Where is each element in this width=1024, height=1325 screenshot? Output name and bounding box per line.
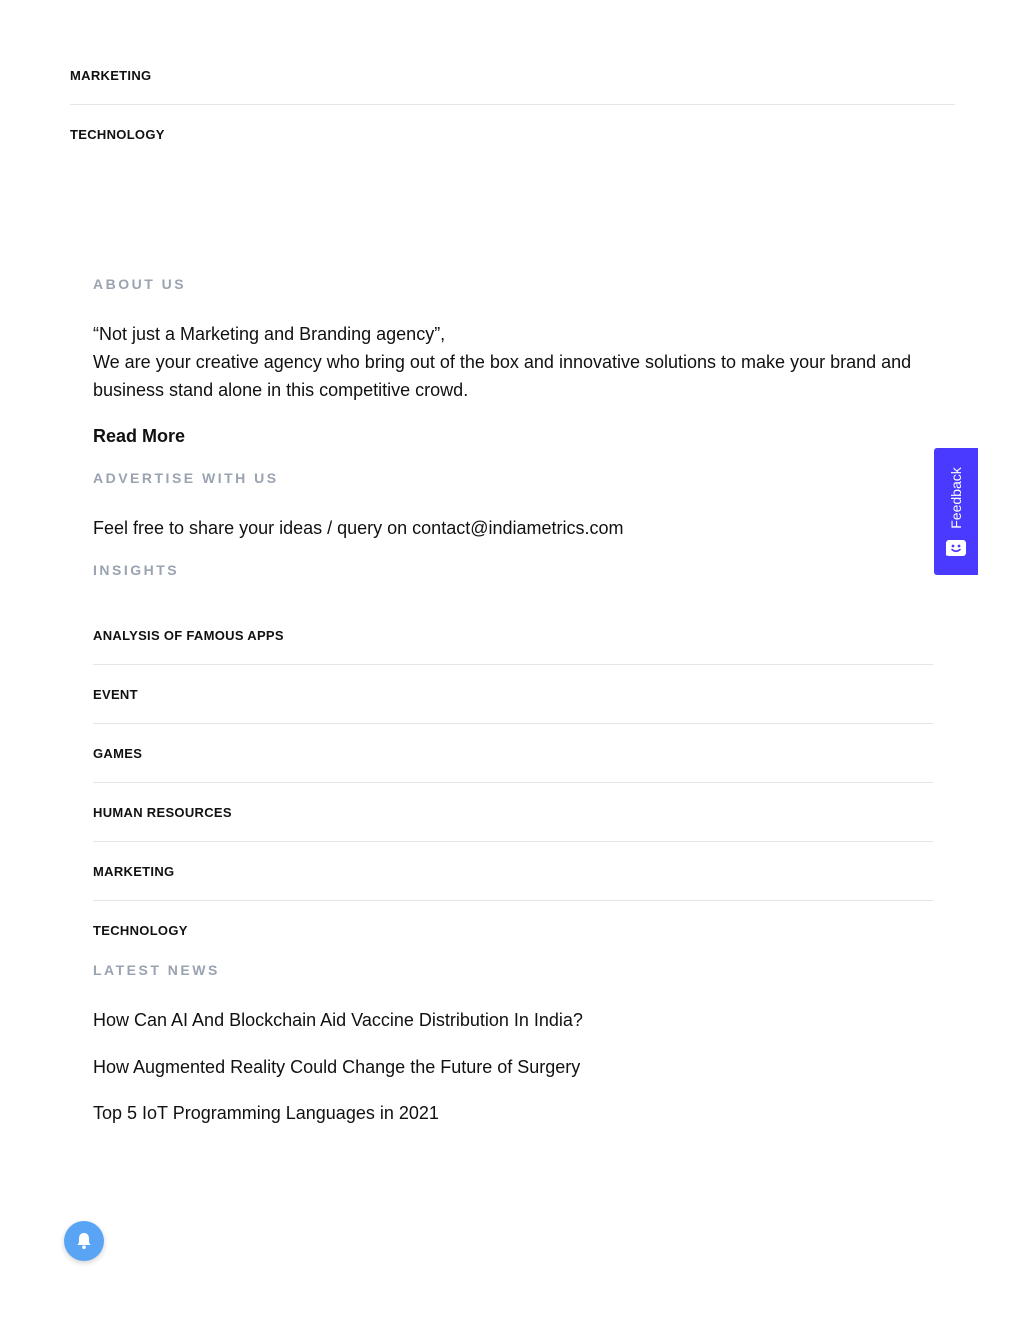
advertise-text: Feel free to share your ideas / query on contact@indiametrics.com	[93, 518, 624, 538]
feedback-face-icon	[946, 540, 966, 556]
about-tagline: “Not just a Marketing and Branding agency”,	[93, 324, 446, 344]
insights-widget	[93, 556, 933, 946]
read-more-link[interactable]: Read More	[93, 426, 186, 446]
about-text	[93, 320, 933, 404]
footer-widgets	[93, 270, 933, 1146]
about-title: ABOUT US	[93, 276, 187, 292]
latest-news-list	[93, 1006, 933, 1127]
insight-link-analysis-of-famous-apps[interactable]: ANALYSIS OF FAMOUS APPS	[93, 606, 933, 665]
news-link-iot-programming-languages[interactable]: Top 5 IoT Programming Languages in 2021	[93, 1103, 439, 1123]
latest-news-title: LATEST NEWS	[93, 962, 220, 978]
about-description: We are your creative agency who bring out of the box and innovative solutions to make your brand and business stand alone in this competitive crowd.	[93, 352, 912, 400]
latest-news-widget	[93, 956, 933, 1127]
top-category-list	[70, 46, 955, 164]
about-widget	[93, 270, 933, 450]
feedback-label: Feedback	[948, 467, 964, 529]
news-link-augmented-reality-surgery[interactable]: How Augmented Reality Could Change the Future of Surgery	[93, 1056, 581, 1077]
insights-list	[93, 606, 933, 946]
category-link-marketing[interactable]: MARKETING	[70, 46, 955, 105]
insight-link-human-resources[interactable]: HUMAN RESOURCES	[93, 783, 933, 842]
insights-title: INSIGHTS	[93, 562, 180, 578]
bell-icon	[74, 1231, 94, 1251]
notification-bell-button[interactable]	[64, 1221, 104, 1261]
advertise-widget	[93, 464, 933, 542]
category-link-technology[interactable]: TECHNOLOGY	[70, 127, 165, 142]
advertise-title: ADVERTISE WITH US	[93, 470, 279, 486]
feedback-tab[interactable]	[934, 448, 978, 575]
insight-link-event[interactable]: EVENT	[93, 665, 933, 724]
insight-link-games[interactable]: GAMES	[93, 724, 933, 783]
insight-link-marketing[interactable]: MARKETING	[93, 842, 933, 901]
news-link-ai-blockchain-vaccine[interactable]: How Can AI And Blockchain Aid Vaccine Distribution In India?	[93, 1010, 583, 1030]
insight-link-technology[interactable]: TECHNOLOGY	[93, 923, 188, 938]
